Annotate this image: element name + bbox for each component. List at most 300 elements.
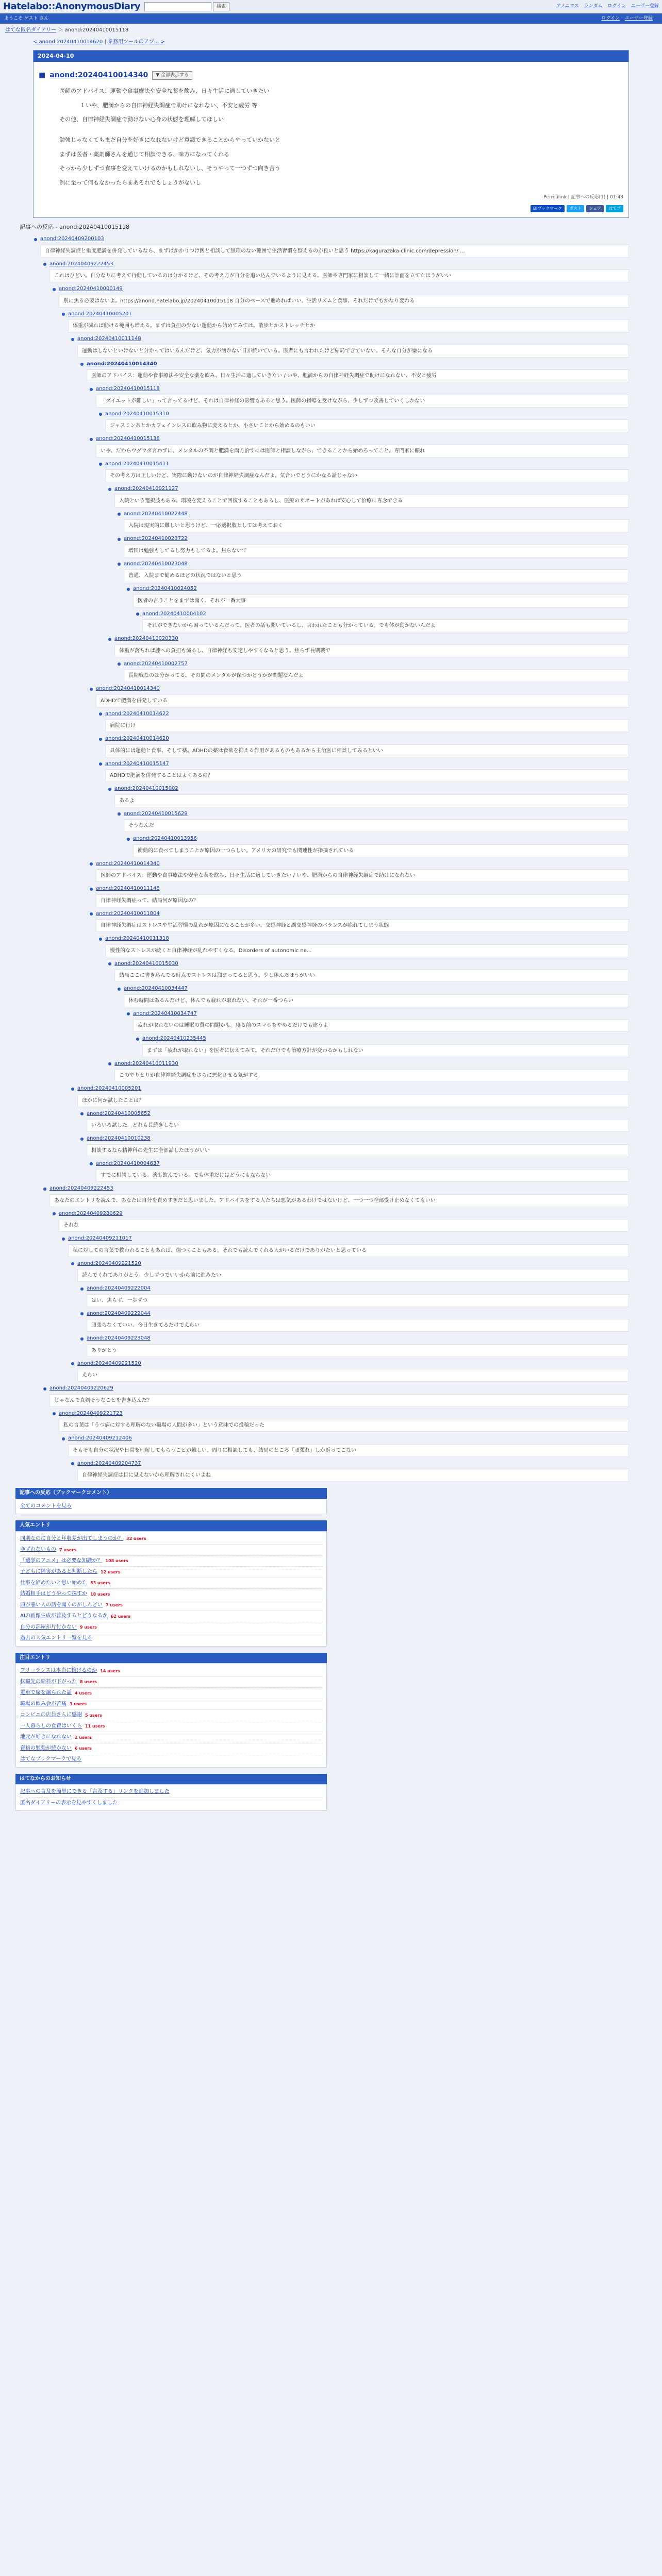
trackback-item	[79, 361, 629, 383]
section-item	[20, 1688, 322, 1699]
entry-paragraph: １いや、肥満からの自律神経失調症で助けになれない、不安と疲労 等	[80, 101, 258, 109]
bullet-icon: ●	[126, 586, 130, 591]
trackback-link[interactable]: anond:20240409222004	[87, 1285, 151, 1292]
bullet-icon: ●	[136, 612, 140, 617]
trackback-excerpt: まずは「疲れが取れない」を医者に伝えてみて。それだけでも治療方針が変わるかもしれない	[142, 1044, 629, 1057]
section-item	[20, 1721, 322, 1733]
bullet-icon: ●	[117, 536, 121, 541]
trackback-excerpt: 普通、入院まで勧めるほどの状況ではないと思う	[124, 569, 629, 582]
bookmark-count[interactable]: 18 users	[90, 1591, 110, 1597]
bullet-icon: ●	[98, 761, 103, 767]
bullet-icon: ●	[71, 336, 75, 342]
trackback-link[interactable]: anond:20240409200103	[40, 236, 104, 242]
section-item-link[interactable]: 結婚相手はどうやって探すか	[20, 1591, 87, 1597]
section-heading: 注目エントリ	[15, 1653, 327, 1664]
trackback-item	[70, 335, 629, 358]
bullet-icon: ●	[80, 1286, 84, 1291]
section-item-link[interactable]: コンビニの店員さんに感謝	[20, 1712, 82, 1718]
entry-paragraph: 医師のアドバイス：運動や食事療法や安全な薬を飲み、日々生活に適していきたい	[59, 88, 270, 95]
section-item-link[interactable]: 子どもに障害があると判断したら	[20, 1569, 97, 1575]
entry-title[interactable]: anond:20240410014340	[49, 71, 148, 79]
trackback-item	[52, 1410, 629, 1432]
section-item	[20, 1556, 322, 1567]
trackback-item	[89, 385, 629, 408]
trackback-header	[89, 435, 629, 443]
bookmark-count[interactable]: 12 users	[101, 1569, 121, 1574]
section-item	[20, 1567, 322, 1578]
bullet-icon: ●	[61, 1436, 65, 1441]
trackback-item	[117, 535, 629, 557]
bookmark-count[interactable]: 11 users	[85, 1724, 105, 1729]
entry-paragraph: その他、自律神経失調症で動けない心身の状態を理解してほしい	[59, 116, 224, 123]
section-item-link[interactable]: はてなブックマークで見る	[20, 1756, 82, 1762]
section-item-link[interactable]: AIの画像生成が普及するとどうなるか	[20, 1613, 108, 1619]
trackback-excerpt: えらい	[77, 1369, 629, 1382]
trackback-excerpt: あるよ	[114, 794, 629, 807]
section-list	[15, 1784, 327, 1811]
breadcrumb-separator: ＞	[58, 27, 63, 33]
post-button[interactable]: ポスト	[567, 205, 584, 212]
trackback-link[interactable]: anond:20240410023048	[124, 561, 188, 567]
bookmark-count[interactable]: 62 users	[110, 1614, 131, 1619]
section-heading: 人気エントリ	[15, 1520, 327, 1531]
section-list	[15, 1663, 327, 1768]
trackback-item	[98, 735, 629, 757]
share-buttons	[39, 205, 623, 212]
trackback-excerpt: 医者の言うことをまずは聞く。それが一番大事	[133, 595, 629, 607]
section-item	[20, 1501, 322, 1512]
trackback-link[interactable]: anond:20240410015147	[105, 760, 169, 767]
subbar-signup-link[interactable]: ユーザー登録	[624, 16, 653, 22]
trackback-header	[42, 1185, 629, 1193]
section-item	[20, 1699, 322, 1710]
trackback-excerpt: そもそも自分の状況や日常を理解してもらうことが難しい。周りに相談しても、結局のところ「頑張れ」しか返ってこない	[68, 1444, 629, 1457]
trackback-header	[79, 361, 629, 368]
trackback-header	[126, 1010, 629, 1018]
trackback-item	[79, 1285, 629, 1307]
section-item-link[interactable]: 全てのコメントを見る	[20, 1503, 72, 1509]
prev-entry-link[interactable]: < anond:20240410014620	[33, 39, 103, 45]
trackback-header	[70, 1460, 629, 1468]
trackback-excerpt: いや、だからウダウダ言わずに、メンタルの不調と肥満を両方治すには医師と相談しながら、できることから始めろってこと。専門家に頼れ	[96, 445, 629, 457]
trackback-excerpt: 自律神経失調症と重度肥満を併発しているなら、まずはかかりつけ医と相談して無理のない範囲で生活習慣を整えるのが良いと思う https://kagurazaka-clinic.com/depression/ ...	[40, 245, 629, 258]
section-item	[20, 1754, 322, 1765]
trackback-item	[89, 435, 629, 457]
trackback-item	[107, 635, 629, 657]
bookmark-count[interactable]: 32 users	[126, 1536, 146, 1541]
bullet-icon: ●	[108, 636, 112, 641]
bullet-icon: ●	[98, 736, 103, 741]
trackback-item	[117, 985, 629, 1007]
bookmark-count[interactable]: 4 users	[75, 1690, 92, 1696]
section-item-link[interactable]: 記事への言及を簡単にできる「言及する」リンクを追加しました	[20, 1789, 170, 1795]
bullet-icon: ●	[98, 711, 103, 717]
trackback-link[interactable]: anond:20240410014340	[87, 361, 157, 367]
trackback-link[interactable]: anond:20240410011318	[105, 936, 169, 942]
section-item	[20, 1545, 322, 1556]
hatena-bookmark-button[interactable]: B!ブックマーク	[531, 205, 565, 212]
trackback-header	[89, 910, 629, 918]
section-item-link[interactable]: 職場の飲み会が苦痛	[20, 1701, 67, 1707]
trackback-excerpt: そうなんだ	[124, 819, 629, 832]
trackback-excerpt: ジャスミン茶とかカフェインレスの飲み物に変えるとか、小さいことから始めるのもいい	[105, 419, 629, 432]
bullet-icon: ●	[52, 286, 56, 292]
trackback-header	[79, 1135, 629, 1143]
trackback-link[interactable]: anond:20240410000149	[59, 286, 123, 292]
trackback-header	[135, 611, 629, 618]
trackback-link[interactable]: anond:20240410015411	[105, 461, 169, 467]
bookmark-count[interactable]: 5 users	[85, 1713, 102, 1718]
section-item-link[interactable]: 転職先の給料が下がった	[20, 1679, 77, 1685]
trackback-item	[126, 835, 629, 857]
show-all-button[interactable]: ▼ 全部表示する	[152, 71, 192, 80]
trackback-link[interactable]: anond:20240409222453	[49, 1185, 113, 1192]
trackback-item	[33, 235, 629, 258]
bullet-icon: ●	[126, 1011, 130, 1016]
section-list	[15, 1531, 327, 1647]
next-entry-link[interactable]: 業務用ツールのアプ... >	[108, 39, 165, 45]
bookmark-count[interactable]: 14 users	[100, 1668, 120, 1673]
trackback-item	[52, 1210, 629, 1232]
breadcrumb-parent[interactable]: はてな匿名ダイアリー	[5, 27, 57, 33]
trackback-item	[135, 611, 629, 633]
trackback-header	[70, 1360, 629, 1368]
trackback-item	[89, 885, 629, 907]
trackback-header	[52, 1410, 629, 1418]
trackback-item	[98, 760, 629, 783]
trackback-item	[126, 585, 629, 607]
bullet-icon: ●	[117, 986, 121, 991]
trackback-excerpt: 体重が減れば動ける範囲も増える。まずは負担の少ない運動から始めてみては。散歩とかストレッチとか	[68, 319, 629, 332]
trackback-link[interactable]: anond:20240410022448	[124, 511, 188, 517]
trackback-header	[117, 535, 629, 543]
trackback-link[interactable]: anond:20240410011930	[114, 1060, 178, 1066]
trackback-link[interactable]: anond:20240410014340	[96, 860, 160, 867]
trackback-item	[117, 660, 629, 683]
section-item-link[interactable]: 仕事を辞めたいと思い始めた	[20, 1580, 87, 1586]
bookmark-count[interactable]: 8 users	[80, 1680, 97, 1685]
header-links	[556, 3, 659, 10]
trackback-link[interactable]: anond:20240410005201	[68, 311, 132, 317]
trackback-header	[70, 1085, 629, 1093]
trackback-excerpt: はい、焦らず、一歩ずつ	[87, 1294, 629, 1307]
section-item-link[interactable]: 頭が悪い人の話を聞くのがしんどい	[20, 1602, 103, 1608]
nav-separator: |	[104, 39, 106, 45]
section-item-link[interactable]: 過去の人気エントリ一覧を見る	[20, 1635, 92, 1641]
section-item-link[interactable]: 自分の部屋が片付かない	[20, 1624, 77, 1630]
trackback-excerpt: 自律神経失調症は目に見えないから理解されにくいよね	[77, 1469, 629, 1482]
bookmark-count[interactable]: 3 users	[70, 1702, 87, 1707]
trackback-header	[117, 660, 629, 668]
trackback-header	[126, 835, 629, 843]
bullet-icon: ●	[117, 662, 121, 667]
trackback-item	[89, 685, 629, 707]
section-item-link[interactable]: フリーランスは本当に稼げるのか	[20, 1668, 97, 1674]
trackback-link[interactable]: anond:20240409211017	[68, 1235, 132, 1242]
trackback-header	[98, 760, 629, 768]
trackback-link[interactable]: anond:20240410235445	[142, 1036, 206, 1042]
trackback-excerpt: 私の言葉は「うつ病に対する理解のない職場の人間が多い」という意味での投稿だった	[59, 1419, 629, 1432]
trackback-header	[79, 1310, 629, 1318]
entry-navigation	[0, 38, 662, 50]
section-item-link[interactable]: 同期なのに自分と年収差が出てしまうのか？	[20, 1535, 123, 1541]
trackback-item	[70, 1085, 629, 1107]
trackback-header	[79, 1110, 629, 1118]
entry-title-row	[39, 65, 623, 87]
bookmark-count[interactable]: 108 users	[105, 1558, 128, 1564]
trackback-link[interactable]: anond:20240410013956	[133, 836, 197, 842]
section-item	[20, 1787, 322, 1798]
trackback-excerpt: 自律神経失調症って、結局何が原因なの？	[96, 894, 629, 907]
trackback-link[interactable]: anond:20240410024052	[133, 586, 197, 592]
bullet-icon: ●	[126, 836, 130, 841]
trackback-header	[107, 635, 629, 643]
trackback-item	[42, 1385, 629, 1407]
section-item-link[interactable]: 一人暮らしの食費はいくら	[20, 1723, 82, 1729]
section-item	[20, 1798, 322, 1809]
trackback-excerpt: それができないから困っているんだって。医者の話も聞いているし、言われたことも分かっている。でも体が動かないんだよ	[142, 619, 629, 632]
bullet-icon: ●	[52, 1411, 56, 1416]
trackback-excerpt: 頑張らなくていい。今日生きてるだけでえらい	[87, 1319, 629, 1332]
trackback-header	[107, 960, 629, 968]
welcome-bar	[0, 14, 662, 24]
trackback-link[interactable]: anond:20240410015118	[96, 386, 160, 392]
entry-paragraph: 例に至って何もなかったらまあそれでもしょうがないし	[59, 179, 201, 186]
search-input[interactable]	[144, 2, 211, 11]
trackback-link[interactable]: anond:20240410005652	[87, 1110, 151, 1116]
bookmark-count[interactable]: 6 users	[75, 1746, 92, 1751]
trackback-header	[89, 885, 629, 893]
trackback-link[interactable]: anond:20240409221520	[77, 1260, 141, 1266]
trackback-link[interactable]: anond:20240410023722	[124, 536, 188, 542]
search-button[interactable]: 検索	[213, 2, 229, 11]
trackback-header	[89, 385, 629, 393]
trackback-link[interactable]: anond:20240410004637	[96, 1160, 160, 1166]
trackback-header	[42, 1385, 629, 1393]
trackback-excerpt: 別に焦る必要はないよ。https://anond.hatelabo.jp/20240410015118 自分のペースで進めればいい。生活リズムと食事、それだけでもかなり変わる	[59, 295, 629, 308]
trackback-header	[79, 1285, 629, 1293]
trackback-item	[107, 785, 629, 807]
trackback-item	[52, 285, 629, 308]
section-heading: はてなからのお知らせ	[15, 1774, 327, 1785]
section-list	[15, 1499, 327, 1515]
trackback-link[interactable]: anond:20240409221723	[59, 1410, 123, 1416]
bullet-icon: ●	[89, 911, 93, 917]
bullet-icon: ●	[80, 362, 84, 367]
entry-text	[39, 87, 623, 187]
bookmark-count[interactable]: 2 users	[75, 1735, 92, 1740]
trackback-item	[70, 1460, 629, 1482]
section-item	[20, 1732, 322, 1743]
trackback-header	[135, 1035, 629, 1043]
breadcrumb	[0, 24, 662, 38]
trackback-item	[79, 1335, 629, 1357]
header-link-random[interactable]: ランダム	[584, 4, 603, 9]
trackback-excerpt: このやりとりが自律神経失調症をさらに悪化させる気がする	[114, 1069, 629, 1082]
trackback-excerpt: ADHDで肥満を併発することはよくあるの？	[105, 769, 629, 782]
trackback-excerpt: 結局ここに書き込んでる時点でストレスは溜まってると思う。少し休んだほうがいい	[114, 969, 629, 982]
trackback-header	[98, 710, 629, 718]
trackback-item	[79, 1110, 629, 1132]
bullet-icon: ●	[117, 811, 121, 817]
trackback-excerpt: あなたのエントリを読んで、あなたは自分を責めすぎだと思いました。アドバイスをする人たちは悪気があるわけではないけど、一つ一つ全部受け止めなくてもいい	[49, 1194, 629, 1207]
trackback-link[interactable]: anond:20240410014622	[105, 710, 169, 717]
bullet-icon: ●	[89, 1161, 93, 1166]
bookmark-count[interactable]: 7 users	[106, 1603, 123, 1608]
trackback-link[interactable]: anond:20240410015629	[124, 810, 188, 817]
section-item	[20, 1743, 322, 1755]
share-button[interactable]: シェア	[586, 205, 604, 212]
trackback-link[interactable]: anond:20240410015030	[114, 960, 178, 967]
trackback-header	[89, 1160, 629, 1168]
trackback-excerpt: 病院に行け	[105, 719, 629, 732]
trackback-link[interactable]: anond:20240410014620	[105, 736, 169, 742]
bookmark-count[interactable]: 7 users	[59, 1547, 76, 1552]
header-link-signup[interactable]: ユーザー登録	[631, 4, 659, 9]
permalink-bar[interactable]: Permalink | 記事への反応(1) | 01:43	[543, 195, 623, 200]
trackback-link[interactable]: anond:20240410010238	[87, 1136, 151, 1142]
trackback-header	[70, 1260, 629, 1268]
trackback-link[interactable]: anond:20240409212406	[68, 1435, 132, 1442]
site-logo[interactable]: Hatelabo::AnonymousDiary	[3, 1, 141, 12]
bullet-icon: ●	[80, 1136, 84, 1141]
trackback-excerpt: 「ダイエットが難しい」って言ってるけど、それは自律神経の影響もあると思う。医師の指導を受けながら、少しずつ改善していくしかない	[96, 395, 629, 408]
section-heading: 記事への反応（ブックマークコメント）	[15, 1488, 327, 1499]
hatebu-button[interactable]: はてブ	[606, 205, 623, 212]
bullet-icon: ●	[117, 512, 121, 517]
bullet-icon: ●	[108, 786, 112, 791]
section-item	[20, 1633, 322, 1644]
trackback-excerpt: 入院は現実的に難しいと思うけど、一応選択肢としては考えておく	[124, 519, 629, 532]
trackback-link[interactable]: anond:20240409223048	[87, 1335, 151, 1342]
trackback-link[interactable]: anond:20240410011804	[96, 910, 160, 917]
trackback-link[interactable]: anond:20240410014340	[96, 686, 160, 692]
trackback-header	[98, 461, 629, 468]
trackback-link[interactable]: anond:20240410034447	[124, 986, 188, 992]
section-item	[20, 1677, 322, 1688]
trackback-excerpt: 体重が落ちれば膝への負担も減るし、自律神経も安定しやすくなると思う。焦らず長期戦で	[114, 645, 629, 657]
trackback-link[interactable]: anond:20240410015002	[114, 786, 178, 792]
entry-date: 2024-04-10	[34, 50, 628, 62]
bullet-icon: ●	[43, 1386, 47, 1391]
bullet-icon: ●	[98, 462, 103, 467]
bullet-icon: ●	[89, 386, 93, 392]
trackback-header	[117, 561, 629, 568]
trackback-link[interactable]: anond:20240410015310	[105, 411, 169, 417]
trackback-excerpt: 衝動的に食べてしまうことが原因の一つらしい。アメリカの研究でも関連性が指摘されている	[133, 844, 629, 857]
trackback-link[interactable]: anond:20240410005201	[77, 1086, 141, 1092]
trackback-excerpt: 増田は勉強もしてるし努力もしてるよ。焦らないで	[124, 545, 629, 557]
trackback-item	[117, 561, 629, 583]
section-item-link[interactable]: 地元が好きになれない	[20, 1734, 72, 1740]
entry-box	[33, 50, 629, 218]
trackback-link[interactable]: anond:20240409222453	[49, 261, 113, 267]
header-link-anonymous[interactable]: アノニマス	[556, 4, 579, 9]
trackback-link[interactable]: anond:20240410034747	[133, 1010, 197, 1016]
trackback-excerpt: 休む時間はあるんだけど、休んでも疲れが取れない。それが一番つらい	[124, 994, 629, 1007]
bullet-icon: ●	[108, 961, 112, 967]
trackback-item	[79, 1310, 629, 1332]
trackback-header	[42, 261, 629, 268]
bullet-icon: ●	[71, 1461, 75, 1466]
trackback-header	[98, 411, 629, 418]
section-item	[20, 1710, 322, 1721]
bullet-icon: ●	[89, 686, 93, 691]
bullet-icon: ●	[71, 1086, 75, 1091]
trackback-header	[61, 311, 629, 318]
trackback-header	[61, 1235, 629, 1243]
trackback-item	[135, 1035, 629, 1057]
entry-paragraph: まずは医者・薬剤師さんを通じて相談できる、味方になってくれる	[59, 150, 229, 158]
trackback-excerpt: ほかに何か試したことは？	[77, 1094, 629, 1107]
trackback-excerpt: じゃなんで真剣そうなことを書き込んだ？	[49, 1394, 629, 1407]
trackback-header	[79, 1335, 629, 1343]
trackback-link[interactable]: anond:20240410011148	[96, 886, 160, 892]
section-item-link[interactable]: 「選挙のアニメ」は必要な知識か？	[20, 1557, 103, 1564]
breadcrumb-current: anond:20240410015118	[64, 27, 129, 33]
bottom-sections	[15, 1488, 327, 1811]
bullet-icon: ●	[80, 1311, 84, 1316]
trackback-link[interactable]: anond:20240410020330	[114, 636, 178, 642]
trackback-link[interactable]: anond:20240410015138	[96, 436, 160, 442]
trackback-link[interactable]: anond:20240410002757	[124, 660, 188, 667]
section-item-link[interactable]: 匿名ダイアリーの表示を見やすくしました	[20, 1800, 118, 1806]
section-item-link[interactable]: 電車で席を譲られた話	[20, 1690, 72, 1696]
trackback-link[interactable]: anond:20240410004102	[142, 611, 206, 617]
trackback-link[interactable]: anond:20240409204737	[77, 1460, 141, 1466]
trackback-excerpt: ありがとう	[87, 1344, 629, 1357]
section-item-link[interactable]: ゆずれないもの	[20, 1547, 56, 1553]
bookmark-count[interactable]: 9 users	[80, 1625, 97, 1630]
trackback-header	[70, 335, 629, 343]
trackback-header	[117, 985, 629, 993]
trackback-link[interactable]: anond:20240409221520	[77, 1360, 141, 1366]
bullet-icon: ●	[98, 936, 103, 941]
entry-paragraph: 勉強じゃなくてもまだ自分を好きになれないけど意識できることからやっていかないと	[59, 137, 280, 144]
trackback-header	[107, 785, 629, 793]
bullet-icon: ●	[136, 1036, 140, 1041]
bullet-icon: ●	[34, 236, 38, 242]
bullet-icon: ●	[43, 1186, 47, 1191]
section-item	[20, 1622, 322, 1634]
trackback-header	[117, 810, 629, 818]
header-link-login[interactable]: ログイン	[607, 4, 626, 9]
section-item	[20, 1600, 322, 1612]
trackback-header	[89, 685, 629, 693]
trackback-link[interactable]: anond:20240409230629	[59, 1210, 123, 1216]
bookmark-count[interactable]: 53 users	[90, 1581, 110, 1586]
bullet-icon: ●	[80, 1336, 84, 1341]
bullet-icon: ●	[89, 436, 93, 442]
entry-paragraph: そっから少しずつ食事を変えていけるのかもしれないし、そうやって一つずつ向き合う	[59, 165, 280, 172]
bullet-icon: ●	[89, 861, 93, 867]
trackback-link[interactable]: anond:20240409222044	[87, 1310, 151, 1316]
subbar-login-link[interactable]: ログイン	[601, 16, 620, 22]
trackback-link[interactable]: anond:20240409220629	[49, 1385, 113, 1392]
trackback-excerpt: すでに相談している。薬も飲んでいる。でも体重だけはどうにもならない	[96, 1169, 629, 1182]
trackback-link[interactable]: anond:20240410021127	[114, 486, 178, 492]
trackback-excerpt: 私に対しての言葉で救われることもあれば、傷つくこともある。それでも読んでくれる人がいるだけでありがたいと思っている	[68, 1244, 629, 1257]
trackback-excerpt: 自律神経失調症はストレスや生活習慣の乱れが原因になることが多い。交感神経と副交感神経のバランスが崩れてしまう状態	[96, 919, 629, 932]
bullet-icon: ●	[71, 1361, 75, 1366]
trackback-link[interactable]: anond:20240410011148	[77, 336, 141, 342]
trackback-excerpt: 慢性的なストレスが続くと自律神経が乱れやすくなる。Disorders of autonomic ne...	[105, 944, 629, 957]
section-item-link[interactable]: 資格の勉強が続かない	[20, 1745, 72, 1751]
trackback-item	[70, 1360, 629, 1382]
trackback-header	[61, 1435, 629, 1443]
trackback-item	[107, 1060, 629, 1082]
section-item	[20, 1578, 322, 1589]
